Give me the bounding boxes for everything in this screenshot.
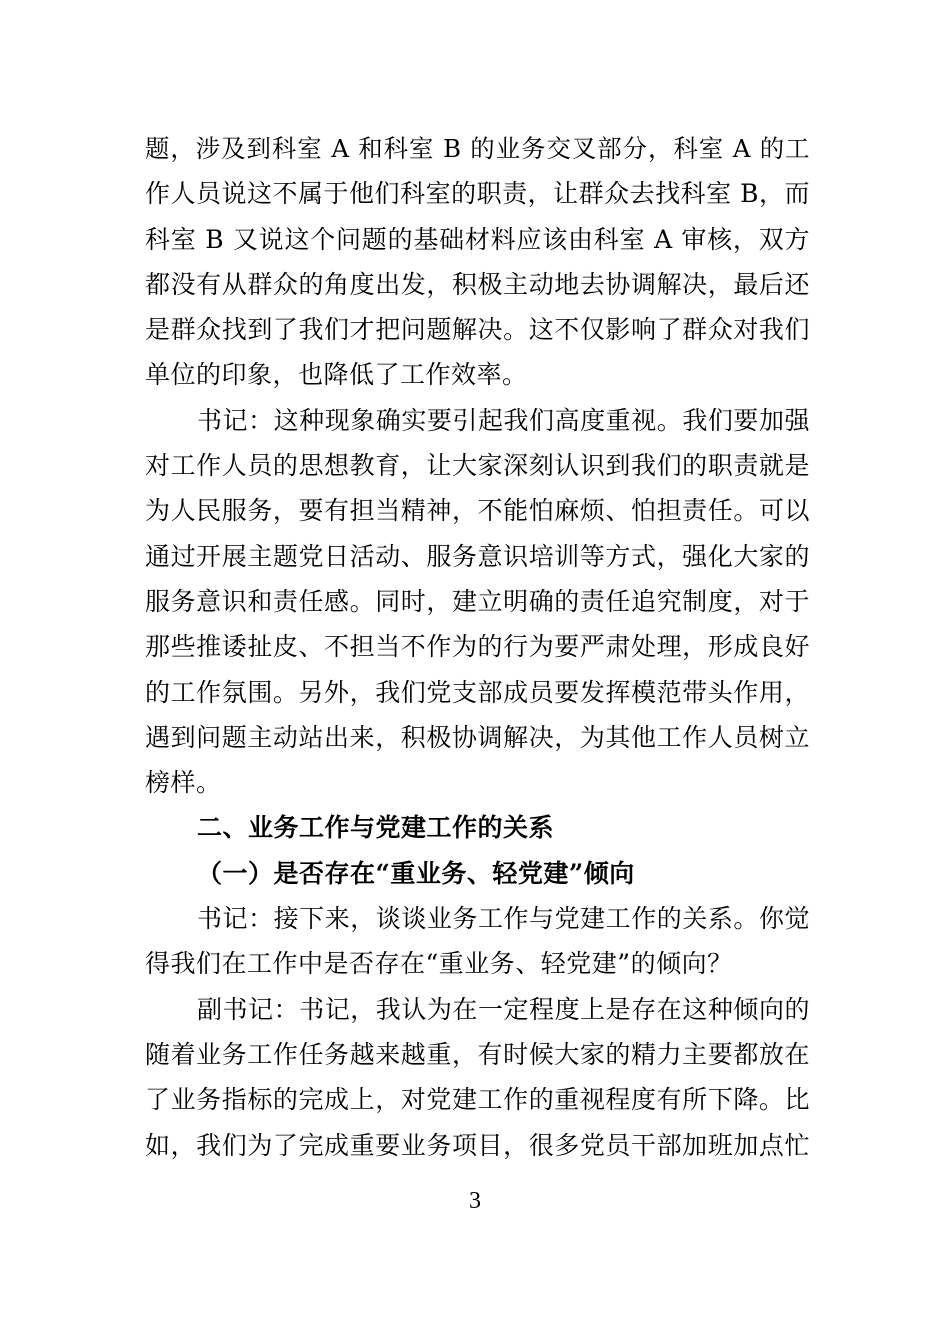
text-line: 对工作人员的思想教育，让大家深刻认识到我们的职责就是 bbox=[145, 451, 810, 481]
text-line: 遇到问题主动站出来，积极协调解决，为其他工作人员树立 bbox=[145, 722, 810, 752]
text-line: 了业务指标的完成上，对党建工作的重视程度有所下降。比 bbox=[145, 1085, 810, 1115]
text-line: 副书记：书记，我认为在一定程度上是存在这种倾向的 bbox=[197, 994, 810, 1024]
text-line: 那些推诿扯皮、不担当不作为的行为要严肃处理，形成良好 bbox=[145, 632, 810, 662]
text-line: 题，涉及到科室 A 和科室 B 的业务交叉部分，科室 A 的工 bbox=[145, 134, 810, 163]
text-line: 单位的印象，也降低了工作效率。 bbox=[145, 360, 528, 390]
section-heading: 二、业务工作与党建工作的关系 bbox=[197, 813, 555, 843]
text-line: 是群众找到了我们才把问题解决。这不仅影响了群众对我们 bbox=[145, 315, 810, 345]
page-number: 3 bbox=[469, 1188, 481, 1214]
text-line: 书记：接下来，谈谈业务工作与党建工作的关系。你觉 bbox=[197, 904, 810, 934]
text-line: 随着业务工作任务越来越重，有时候大家的精力主要都放在 bbox=[145, 1039, 810, 1069]
text-line: 科室 B 又说这个问题的基础材料应该由科室 A 审核，双方 bbox=[145, 224, 810, 254]
text-line: 通过开展主题党日活动、服务意识培训等方式，强化大家的 bbox=[145, 541, 810, 571]
subsection-heading: （一）是否存在“重业务、轻党建”倾向 bbox=[197, 858, 635, 888]
text-line: 榜样。 bbox=[145, 768, 222, 798]
text-line: 为人民服务，要有担当精神，不能怕麻烦、怕担责任。可以 bbox=[145, 496, 810, 526]
text-line: 的工作氛围。另外，我们党支部成员要发挥模范带头作用， bbox=[145, 677, 810, 707]
document-body bbox=[145, 126, 810, 1168]
text-line: 如，我们为了完成重要业务项目，很多党员干部加班加点忙 bbox=[145, 1130, 810, 1160]
text-line: 作人员说这不属于他们科室的职责，让群众去找科室 B，而 bbox=[145, 179, 810, 209]
text-line: 得我们在工作中是否存在“重业务、轻党建”的倾向？ bbox=[145, 949, 733, 979]
text-line: 都没有从群众的角度出发，积极主动地去协调解决，最后还 bbox=[145, 269, 810, 299]
text-line: 服务意识和责任感。同时，建立明确的责任追究制度，对于 bbox=[145, 586, 810, 616]
text-line: 书记：这种现象确实要引起我们高度重视。我们要加强 bbox=[197, 405, 810, 435]
